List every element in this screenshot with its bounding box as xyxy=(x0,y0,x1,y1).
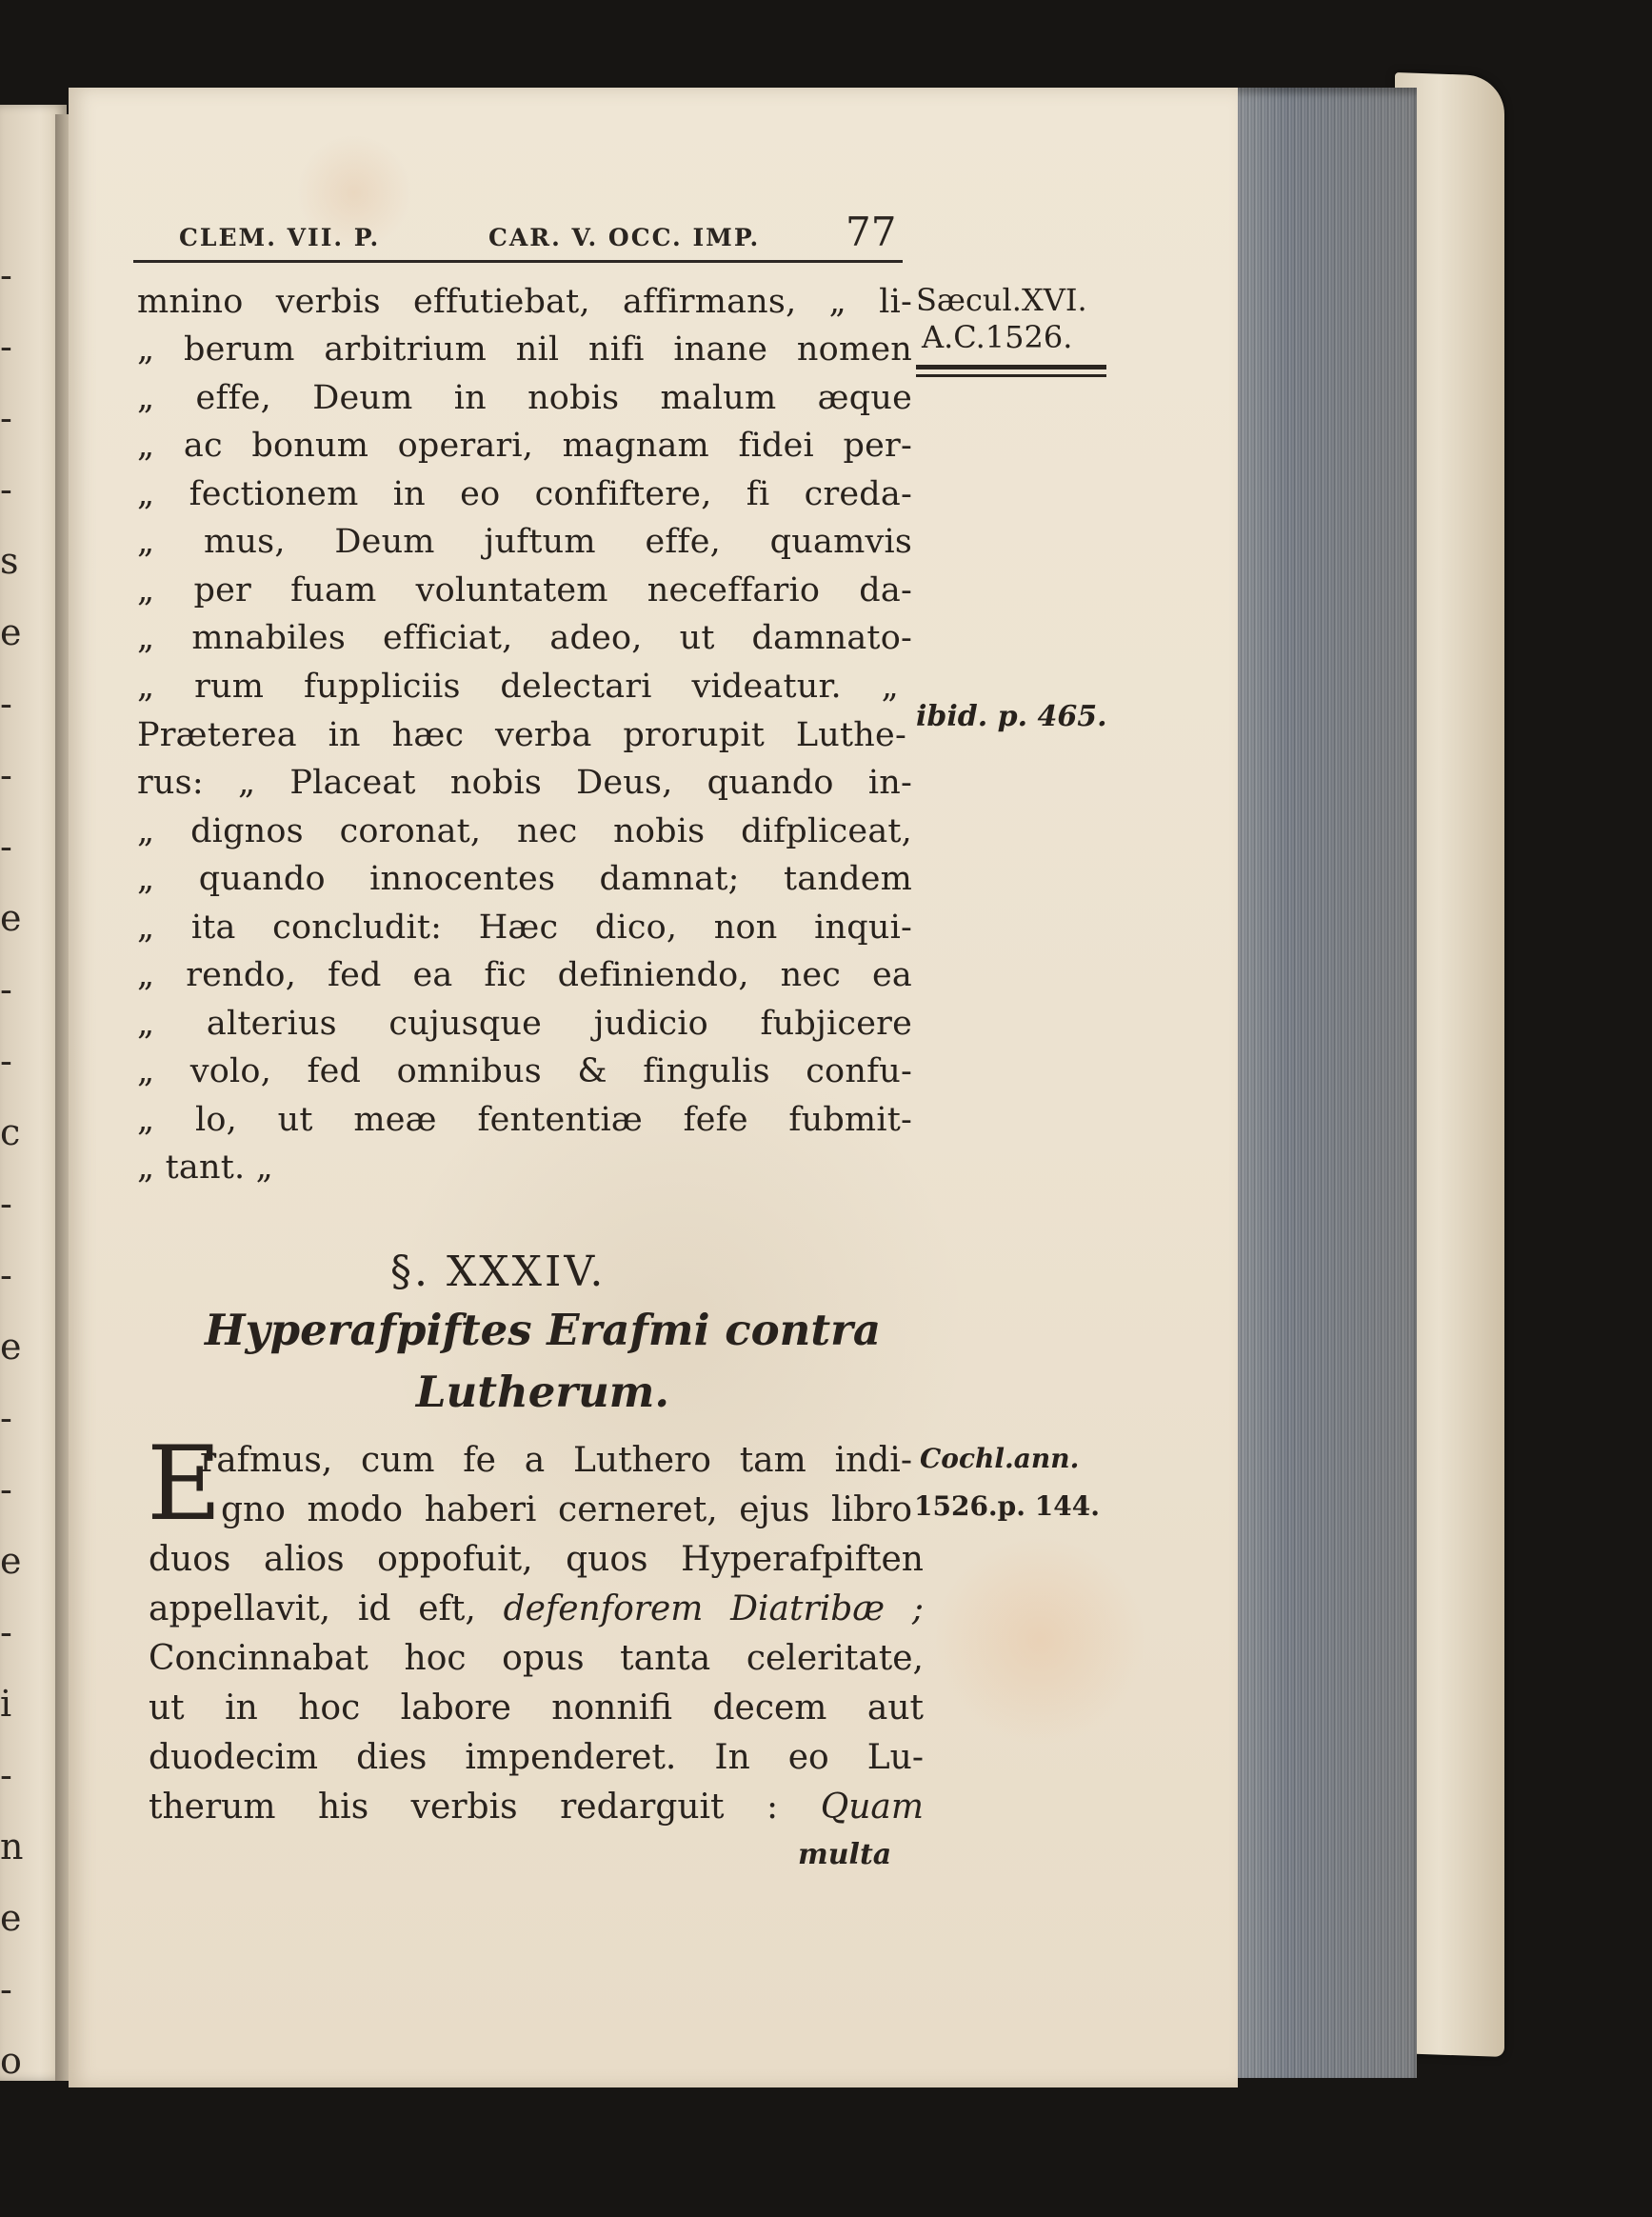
catchword: multa xyxy=(798,1838,892,1871)
previous-page-letter: s xyxy=(0,540,19,582)
margin-note-ibid: ibid. p. 465. xyxy=(916,700,1107,733)
running-head-left: CLEM. VII. P. xyxy=(179,224,381,251)
paragraph-line: gno modo haberi cerneret, ejus libro xyxy=(221,1490,912,1529)
body-line: „ quando innocentes damnat; tandem xyxy=(137,860,912,898)
paragraph-line xyxy=(149,1585,924,1634)
body-line: rus: „ Placeat nobis Deus, quando in- xyxy=(137,764,912,802)
paragraph-line: duodecim dies impenderet. In eo Lu- xyxy=(149,1738,924,1777)
previous-page-letter: - xyxy=(0,1254,12,1296)
body-line: mnino verbis effutiebat, affirmans, „ li- xyxy=(137,283,912,321)
margin-note-anno: A.C.1526. xyxy=(922,319,1073,355)
previous-page-letter: - xyxy=(0,254,12,296)
body-line: „ per fuam voluntatem neceffario da- xyxy=(137,571,912,609)
previous-page-letter: e xyxy=(0,1897,22,1939)
paragraph-text: appellavit, id eft, xyxy=(149,1589,476,1628)
section-title-line: Hyperafpiftes Erafmi contra xyxy=(204,1305,881,1355)
header-rule xyxy=(133,260,903,263)
previous-page-letter: - xyxy=(0,683,12,725)
previous-page-letter: e xyxy=(0,611,22,653)
body-line: „ rum fuppliciis delectari videatur. „ xyxy=(137,668,899,706)
running-head-center: CAR. V. OCC. IMP. xyxy=(488,224,761,251)
italic-phrase: Quam xyxy=(820,1788,924,1827)
margin-note-cochl-page: 1526.p. 144. xyxy=(914,1490,1100,1522)
margin-rule-thick xyxy=(916,365,1106,370)
body-line: „ effe, Deum in nobis malum æque xyxy=(137,379,912,417)
previous-page-letter: e xyxy=(0,1326,22,1368)
previous-page-letter: - xyxy=(0,826,12,868)
body-line: „ ac bonum operari, magnam fidei per- xyxy=(137,427,912,465)
previous-page-letter: - xyxy=(0,1968,12,2010)
body-line: Præterea in hæc verba prorupit Luthe- xyxy=(137,716,906,754)
body-line: „ tant. „ xyxy=(137,1148,273,1187)
paragraph-line: duos alios oppofuit, quos Hyperafpiften xyxy=(149,1540,924,1579)
previous-page-letter: - xyxy=(0,469,12,510)
paragraph-line: ut in hoc labore nonnifi decem aut xyxy=(149,1688,924,1728)
paragraph-line: rafmus, cum fe a Luthero tam indi- xyxy=(200,1441,912,1480)
previous-page-letter: i xyxy=(0,1683,12,1725)
previous-page-letter: c xyxy=(0,1111,21,1153)
body-line: „ lo, ut meæ fententiæ fefe fubmit- xyxy=(137,1101,912,1139)
previous-page-letter: - xyxy=(0,754,12,796)
previous-page-letter: - xyxy=(0,1611,12,1653)
margin-rule-thin xyxy=(916,374,1106,377)
previous-page-letter: e xyxy=(0,897,22,939)
paragraph-text: therum his verbis redarguit : xyxy=(149,1788,779,1827)
body-line: „ ita concludit: Hæc dico, non inqui- xyxy=(137,909,912,947)
paragraph-line: Concinnabat hoc opus tanta celeritate, xyxy=(149,1639,924,1678)
previous-page-letter: o xyxy=(0,2040,22,2082)
previous-page-letter: - xyxy=(0,1040,12,1082)
body-line: „ berum arbitrium nil nifi inane nomen xyxy=(137,330,912,369)
section-number: §. XXXIV. xyxy=(390,1248,607,1296)
margin-note-cochl: Cochl.ann. xyxy=(920,1443,1080,1474)
body-line: „ volo, fed omnibus & fingulis confu- xyxy=(137,1052,912,1090)
body-line: „ mus, Deum juftum effe, quamvis xyxy=(137,523,912,561)
body-line: „ rendo, fed ea fic definiendo, nec ea xyxy=(137,956,912,994)
italic-phrase: defenforem Diatribæ ; xyxy=(503,1589,924,1628)
previous-page-letter: n xyxy=(0,1826,24,1867)
body-line: „ mnabiles efficiat, adeo, ut damnato- xyxy=(137,619,912,657)
section-title-line: Lutherum. xyxy=(415,1367,670,1417)
previous-page-letter: - xyxy=(0,1397,12,1439)
paragraph-line xyxy=(149,1783,924,1832)
body-line: „ alterius cujusque judicio fubjicere xyxy=(137,1005,912,1043)
previous-page-letter: - xyxy=(0,397,12,439)
margin-note-saeculum: Sæcul.XVI. xyxy=(916,282,1087,318)
previous-page-letter: - xyxy=(0,326,12,368)
page-number: 77 xyxy=(846,209,897,255)
body-line: „ fectionem in eo confiftere, fi creda- xyxy=(137,475,912,513)
drop-cap: E xyxy=(147,1425,222,1544)
previous-page-letter: - xyxy=(0,1183,12,1225)
body-line: „ dignos coronat, nec nobis difpliceat, xyxy=(137,812,912,850)
previous-page-letter: - xyxy=(0,969,12,1010)
previous-page-letter: e xyxy=(0,1540,22,1582)
previous-page-letter: - xyxy=(0,1468,12,1510)
previous-page-letter: - xyxy=(0,1754,12,1796)
